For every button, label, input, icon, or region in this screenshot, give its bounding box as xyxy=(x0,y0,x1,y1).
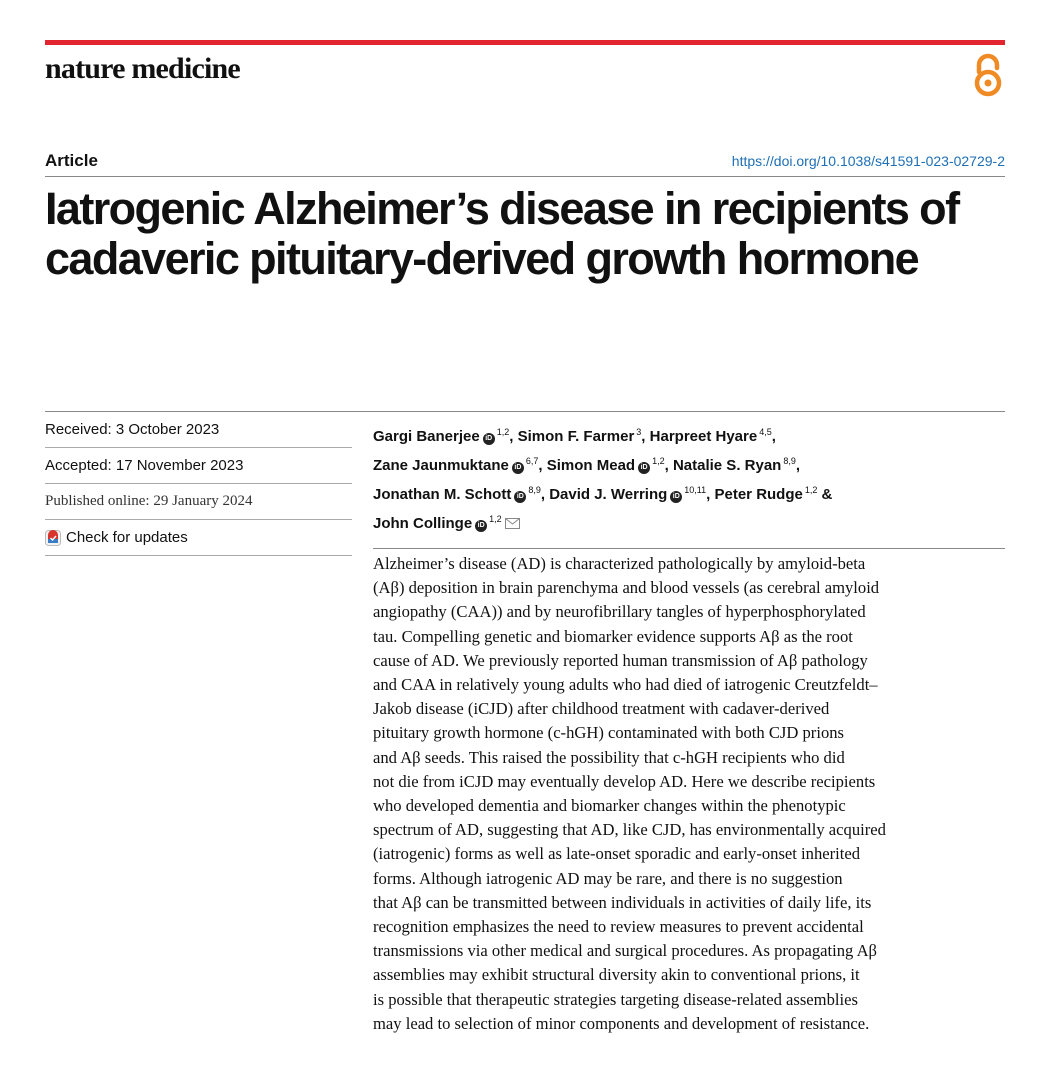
check-for-updates-label: Check for updates xyxy=(66,529,188,546)
abstract-line: and CAA in relatively young adults who had died of iatrogenic Creutzfeldt– xyxy=(373,675,878,695)
abstract-line: assemblies may exhibit structural diversity akin to conventional prions, it xyxy=(373,965,860,985)
author-name[interactable]: Gargi Banerjee iD$^{1,2}$ xyxy=(373,427,510,445)
abstract-line: Alzheimer’s disease (AD) is characterized pathologically by amyloid-beta xyxy=(373,554,866,573)
header-divider xyxy=(45,176,1005,177)
published-date: Published online: 29 January 2024 xyxy=(45,484,352,520)
abstract-line: tau. Compelling genetic and biomarker evidence supports Aβ as the root xyxy=(373,626,853,646)
publication-dates xyxy=(45,412,352,556)
abstract-divider xyxy=(373,548,1005,549)
author-list: Gargi Banerjee iD$^{1,2}$, Simon F. Farmer $^3$, Harpreet Hyare $^{4,5}$, Zane Jaunmuktane iD$^{6,7}$, Simon Mead iD$^{1,2}$, Natalie S. Ryan $^{8,9}$, Jonathan M. Schott iD$^{8,9}$, David J. Werring iD$^{10,11}$, Peter Rudge $^{1,2}$ & John Collinge iD$^{1,2}$ xyxy=(373,427,833,532)
author-name[interactable]: Harpreet Hyare $^{4,5}$ xyxy=(649,427,772,445)
orcid-icon[interactable]: iD xyxy=(638,462,650,474)
orcid-icon[interactable]: iD xyxy=(475,520,487,532)
orcid-icon[interactable]: iD xyxy=(483,433,495,445)
journal-name[interactable]: nature medicine xyxy=(45,52,240,85)
author-name[interactable]: Natalie S. Ryan $^{8,9}$ xyxy=(672,456,796,474)
abstract-line: forms. Although iatrogenic AD may be rare, and there is no suggestion xyxy=(373,868,843,888)
author-name[interactable]: John Collinge iD$^{1,2}$ xyxy=(373,514,502,532)
abstract-line: recognition emphasizes the need to review measures to prevent accidental xyxy=(373,917,864,937)
abstract-line: (Aβ) deposition in brain parenchyma and blood vessels (as cerebral amyloid xyxy=(373,578,880,598)
abstract-line: not die from iCJD may eventually develop AD. Here we describe recipients xyxy=(373,771,876,791)
crossmark-icon xyxy=(45,530,61,546)
abstract-line: (iatrogenic) forms as well as late-onset sporadic and early-onset inherited xyxy=(373,844,861,864)
mail-icon[interactable] xyxy=(505,518,520,529)
author-name[interactable]: Simon F. Farmer $^3$ xyxy=(517,427,642,445)
author-name[interactable]: Peter Rudge $^{1,2}$ xyxy=(714,485,818,503)
article-type-label: Article xyxy=(45,151,98,170)
abstract-line: spectrum of AD, suggesting that AD, like CJD, has environmentally acquired xyxy=(373,820,886,840)
abstract-line: and Aβ seeds. This raised the possibility that c-hGH recipients who did xyxy=(373,747,845,767)
abstract-line: may lead to selection of minor components and development of resistance. xyxy=(373,1013,870,1033)
abstract-line: Jakob disease (iCJD) after childhood treatment with cadaver-derived xyxy=(373,699,830,719)
abstract-line: that Aβ can be transmitted between individuals in activities of daily life, its xyxy=(373,892,872,912)
abstract-line: pituitary growth hormone (c-hGH) contaminated with both CJD prions xyxy=(373,723,844,743)
author-name[interactable]: David J. Werring iD$^{10,11}$ xyxy=(549,485,707,503)
orcid-icon[interactable]: iD xyxy=(670,491,682,503)
accepted-date: Accepted: 17 November 2023 xyxy=(45,448,352,484)
orcid-icon[interactable]: iD xyxy=(514,491,526,503)
abstract xyxy=(373,552,1013,1036)
received-date: Received: 3 October 2023 xyxy=(45,412,352,448)
journal-accent-bar xyxy=(45,40,1005,45)
check-for-updates-button[interactable] xyxy=(45,520,352,556)
abstract-line: cause of AD. We previously reported human transmission of Aβ pathology xyxy=(373,650,868,670)
author-name[interactable]: Simon Mead iD$^{1,2}$ xyxy=(546,456,665,474)
abstract-line: transmissions via other medical and surgical procedures. As propagating Aβ xyxy=(373,941,877,961)
abstract-line: angiopathy (CAA)) and by neurofibrillary tangles of hyperphosphorylated xyxy=(373,602,866,622)
abstract-line: is possible that therapeutic strategies targeting disease-related assemblies xyxy=(373,989,858,1009)
doi-link[interactable]: https://doi.org/10.1038/s41591-023-02729-2 xyxy=(731,153,1005,169)
author-name[interactable]: Jonathan M. Schott iD$^{8,9}$ xyxy=(373,485,541,503)
author-name[interactable]: Zane Jaunmuktane iD$^{6,7}$ xyxy=(373,456,539,474)
open-access-lock-icon xyxy=(970,52,1006,98)
article-title: Iatrogenic Alzheimer’s disease in recipients of cadaveric pituitary-derived growth hormone xyxy=(45,183,959,284)
abstract-line: who developed dementia and biomarker changes within the phenotypic xyxy=(373,796,846,816)
orcid-icon[interactable]: iD xyxy=(512,462,524,474)
